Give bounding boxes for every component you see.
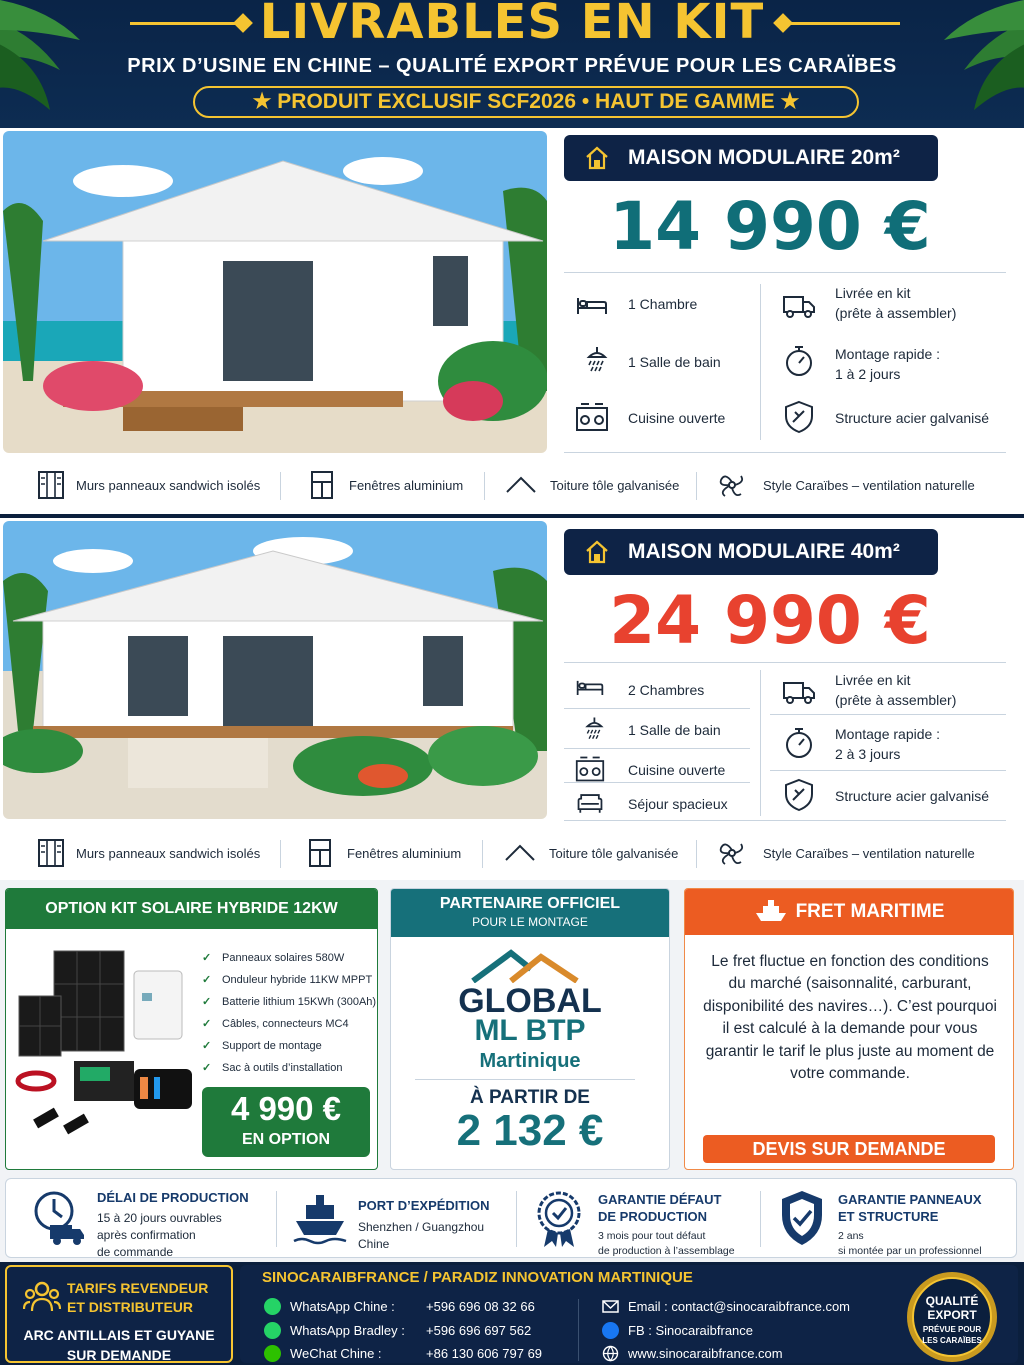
contact-phone[interactable]: +596 696 08 32 66 — [426, 1299, 535, 1314]
contact-email[interactable]: Email : contact@sinocaraibfrance.com — [628, 1299, 851, 1314]
people-icon — [23, 1277, 61, 1315]
separator — [280, 840, 281, 868]
product-title: MAISON MODULAIRE 20m² — [564, 135, 938, 181]
divider — [770, 714, 1006, 715]
divider — [770, 770, 1006, 771]
separator — [484, 472, 485, 500]
solar-price: 4 990 € — [230, 1090, 342, 1127]
quality-seal-icon — [898, 1269, 1006, 1365]
feature-kit: Livrée en kit (prête à assembler) — [835, 672, 957, 708]
partner-name-btp: ML BTP — [474, 1014, 586, 1047]
panel-warranty-text: 2 ans si montée par un professionnel — [838, 1230, 982, 1257]
panel-warranty-title: GARANTIE PANNEAUX ET STRUCTURE — [838, 1192, 982, 1224]
separator — [516, 1191, 517, 1247]
product-price: 24 990 € — [609, 582, 931, 659]
info-section — [0, 1172, 1024, 1262]
solar-kit-panel — [5, 888, 378, 1170]
solar-price-note: EN OPTION — [241, 1131, 330, 1148]
globe-icon — [602, 1345, 619, 1362]
sofa-icon — [575, 788, 605, 818]
divider — [564, 708, 750, 709]
header — [0, 0, 1024, 128]
separator — [696, 840, 697, 868]
window-icon — [307, 470, 337, 500]
page-title: LIVRABLES EN KIT — [259, 0, 765, 50]
email-icon — [602, 1298, 619, 1315]
seal-line-1: QUALITÉ — [925, 1294, 979, 1308]
contact-phone[interactable]: +596 696 697 562 — [426, 1323, 532, 1338]
ventilation-icon — [717, 838, 747, 868]
house-icon — [584, 145, 610, 171]
contact-label: WeChat Chine : — [290, 1346, 382, 1361]
product-card-40m2 — [0, 518, 1024, 880]
divider — [564, 272, 1006, 273]
feature-kitchen: Cuisine ouverte — [628, 762, 726, 778]
solar-price-box — [202, 1087, 370, 1157]
footer — [0, 1262, 1024, 1365]
product-price: 14 990 € — [609, 188, 931, 265]
spec-walls: Murs panneaux sandwich isolés — [76, 846, 261, 861]
spec-walls: Murs panneaux sandwich isolés — [76, 478, 261, 493]
stopwatch-icon — [782, 726, 816, 760]
ship-icon — [754, 897, 788, 923]
partner-roof-logo-icon — [471, 947, 581, 983]
partner-price: 2 132 € — [456, 1106, 604, 1155]
shield-icon — [782, 778, 816, 812]
solar-items-list — [202, 947, 376, 1079]
delay-title: DÉLAI DE PRODUCTION — [97, 1190, 249, 1205]
reseller-text: ARC ANTILLAIS ET GUYANE SUR DEMANDE — [23, 1327, 215, 1363]
feature-bedrooms: 1 Chambre — [628, 296, 698, 312]
separator — [482, 840, 483, 868]
delivery-clock-icon — [30, 1189, 86, 1247]
list-item: ✓ Onduleur hybride 11KW MPPT — [202, 969, 376, 991]
whatsapp-icon — [264, 1298, 281, 1315]
separator — [696, 472, 697, 500]
feature-kit: Livrée en kit (prête à assembler) — [835, 285, 957, 321]
list-item: ✓ Câbles, connecteurs MC4 — [202, 1013, 376, 1035]
info-box — [5, 1178, 1017, 1258]
seal-line-2: EXPORT — [927, 1308, 977, 1322]
facebook-icon — [602, 1322, 619, 1339]
list-item: ✓ Batterie lithium 15KWh (300Ah) — [202, 991, 376, 1013]
shield-icon — [782, 400, 816, 434]
warranty-title: GARANTIE DÉFAUT DE PRODUCTION — [598, 1192, 722, 1224]
contact-label: WhatsApp Bradley : — [290, 1323, 405, 1338]
truck-icon — [782, 674, 816, 708]
feature-bedrooms: 2 Chambres — [628, 682, 705, 698]
spec-style: Style Caraïbes – ventilation naturelle — [763, 478, 975, 493]
partner-name-global: GLOBAL — [458, 982, 602, 1020]
list-item: ✓ Panneaux solaires 580W — [202, 947, 376, 969]
delay-text: 15 à 20 jours ouvrables après confirmation de commande — [97, 1211, 222, 1259]
contact-box — [240, 1265, 1018, 1363]
partner-panel — [390, 888, 670, 1170]
roof-icon — [506, 470, 536, 500]
separator — [760, 1191, 761, 1247]
port-text: Shenzhen / Guangzhou Chine — [358, 1220, 485, 1251]
spec-row — [0, 830, 1024, 876]
exclusive-badge: ★ PRODUIT EXCLUSIF SCF2026 • HAUT DE GAMME ★ — [193, 86, 859, 118]
bed-icon — [575, 288, 609, 322]
wall-panel-icon — [36, 470, 66, 500]
port-title: PORT D’EXPÉDITION — [358, 1198, 490, 1213]
spec-windows: Fenêtres aluminium — [349, 478, 464, 493]
product-title: MAISON MODULAIRE 40m² — [564, 529, 938, 575]
divider — [415, 1079, 635, 1080]
shield-check-icon — [778, 1189, 826, 1247]
reseller-title: TARIFS REVENDEUR ET DISTRIBUTEUR — [67, 1280, 209, 1315]
divider — [564, 452, 1006, 453]
solar-kit-image — [14, 941, 194, 1161]
separator — [578, 1299, 579, 1361]
page-subtitle: PRIX D’USINE EN CHINE – QUALITÉ EXPORT PRÉVUE POUR LES CARAÏBES — [127, 55, 897, 77]
freight-panel — [684, 888, 1014, 1170]
roof-icon — [505, 838, 535, 868]
kitchen-icon — [575, 400, 609, 434]
house-icon — [584, 539, 610, 565]
warranty-text: 3 mois pour tout défaut de production à l’assemblage — [598, 1230, 735, 1257]
divider-vertical — [760, 670, 761, 816]
divider-vertical — [760, 284, 761, 440]
wechat-icon — [264, 1345, 281, 1362]
seal-line-3: PRÉVUE POUR — [922, 1325, 982, 1334]
contact-website[interactable]: www.sinocaraibfrance.com — [628, 1346, 783, 1361]
list-item: ✓ Support de montage — [202, 1035, 376, 1057]
product-card-20m2 — [0, 128, 1024, 514]
quote-button[interactable]: DEVIS SUR DEMANDE — [703, 1135, 995, 1163]
company-name: SINOCARAIBFRANCE / PARADIZ INNOVATION MARTINIQUE — [262, 1269, 693, 1286]
truck-icon — [782, 288, 816, 322]
solar-title: OPTION KIT SOLAIRE HYBRIDE 12KW — [6, 889, 377, 929]
divider — [564, 820, 1006, 821]
divider — [564, 782, 750, 783]
ventilation-icon — [717, 470, 747, 500]
freight-header: FRET MARITIME — [685, 889, 1013, 935]
partner-from-label: À PARTIR DE — [470, 1087, 590, 1108]
warranty-medal-icon — [534, 1189, 584, 1249]
kitchen-icon — [575, 754, 605, 784]
feature-kitchen: Cuisine ouverte — [628, 410, 726, 426]
window-icon — [305, 838, 335, 868]
spec-roof: Toiture tôle galvanisée — [550, 478, 680, 493]
feature-bathroom: 1 Salle de bain — [628, 722, 721, 738]
feature-assembly: Montage rapide : 2 à 3 jours — [835, 726, 941, 762]
shower-icon — [575, 714, 605, 744]
spec-style: Style Caraïbes – ventilation naturelle — [763, 846, 975, 861]
feature-structure: Structure acier galvanisé — [835, 788, 990, 804]
contact-label: WhatsApp Chine : — [290, 1299, 395, 1314]
reseller-box — [5, 1265, 233, 1363]
spec-windows: Fenêtres aluminium — [347, 846, 462, 861]
seal-line-4: LES CARAÏBES — [922, 1336, 982, 1345]
spec-roof: Toiture tôle galvanisée — [549, 846, 679, 861]
list-item: ✓ Sac à outils d’installation — [202, 1057, 376, 1079]
stopwatch-icon — [782, 344, 816, 378]
bed-icon — [575, 672, 605, 702]
spec-row — [0, 462, 1024, 508]
options-section — [0, 880, 1024, 1172]
contact-facebook[interactable]: FB : Sinocaraibfrance — [628, 1323, 754, 1338]
contact-phone[interactable]: +86 130 606 797 69 — [426, 1346, 543, 1361]
separator — [280, 472, 281, 500]
divider — [564, 748, 750, 749]
feature-bathroom: 1 Salle de bain — [628, 354, 721, 370]
house-40m2-photo — [3, 521, 547, 819]
partner-location: Martinique — [479, 1050, 581, 1072]
feature-assembly: Montage rapide : 1 à 2 jours — [835, 346, 941, 382]
partner-header: PARTENAIRE OFFICIEL POUR LE MONTAGE — [391, 889, 669, 937]
wall-panel-icon — [36, 838, 66, 868]
separator — [276, 1191, 277, 1247]
house-20m2-photo — [3, 131, 547, 453]
freight-text: Le fret fluctue en fonction des conditions du marché (saisonnalité, carburant, disponibilité des navires…). C’est pourquoi il est calculé à la demande pour vous garantir le tarif le plus juste au moment de votre commande. — [703, 953, 997, 1083]
feature-living: Séjour spacieux — [628, 796, 728, 812]
whatsapp-icon — [264, 1322, 281, 1339]
divider — [564, 662, 1006, 663]
shower-icon — [575, 343, 609, 377]
feature-structure: Structure acier galvanisé — [835, 410, 990, 426]
cargo-ship-icon — [292, 1191, 348, 1247]
